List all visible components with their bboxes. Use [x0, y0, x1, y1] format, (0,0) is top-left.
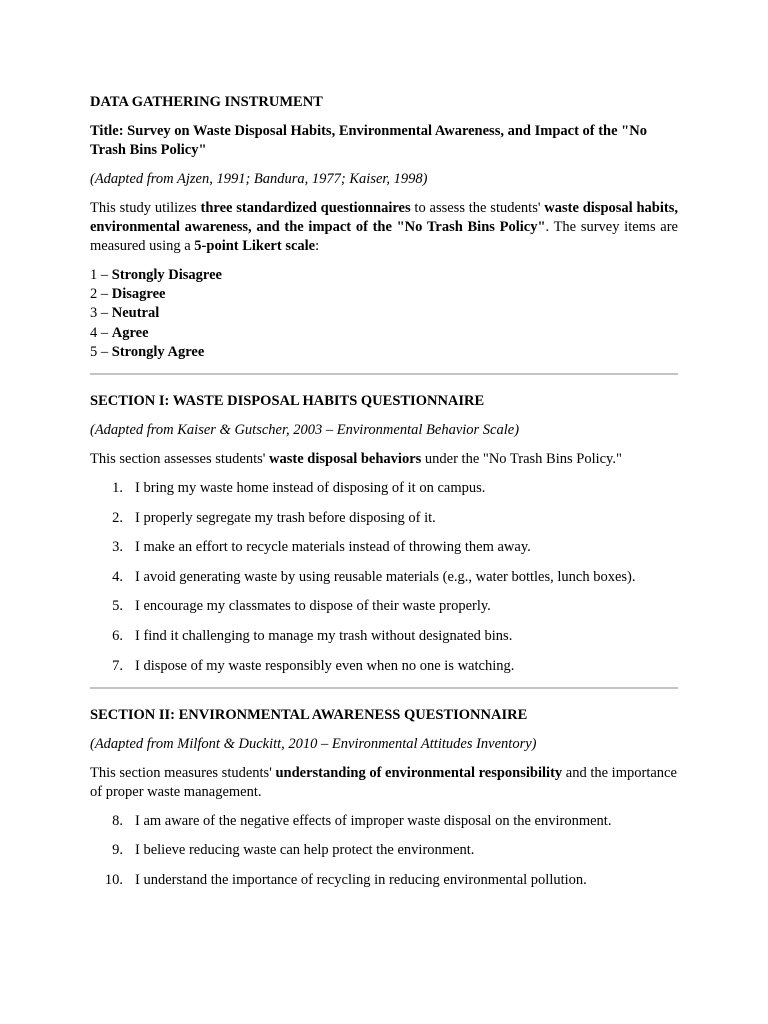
question-item: [90, 812, 678, 831]
likert-label: Strongly Disagree: [111, 267, 222, 283]
section-2-desc-text-1: This section measures students': [90, 764, 276, 781]
section-1-title: SECTION I: WASTE DISPOSAL HABITS QUESTIONNAIRE: [90, 393, 485, 410]
likert-item: 1 – Strongly Disagree: [90, 267, 222, 283]
section-2-citation: (Adapted from Milfont & Duckitt, 2010 – Environmental Attitudes Inventory): [90, 735, 537, 752]
section-1-items: [90, 479, 678, 676]
question-item: [90, 538, 678, 557]
question-number: 8.: [112, 812, 123, 829]
likert-label: Strongly Agree: [111, 343, 205, 360]
question-text: I encourage my classmates to dispose of their waste properly.: [135, 598, 491, 615]
question-number: 9.: [112, 842, 123, 859]
question-text: I am aware of the negative effects of improper waste disposal on the environment.: [135, 812, 612, 829]
section-2-items: [90, 812, 678, 890]
question-text: I make an effort to recycle materials instead of throwing them away.: [135, 539, 531, 556]
section-1-desc-text-1: This section assesses students': [90, 451, 270, 468]
intro-bold-3: 5-point Likert scale: [194, 238, 316, 254]
intro-text-1: This study utilizes: [90, 200, 201, 216]
likert-label: Agree: [111, 324, 149, 341]
document-title: Title: Survey on Waste Disposal Habits, Environmental Awareness, and Impact of the "No Trash Bins Policy": [90, 123, 647, 158]
question-number: 2.: [112, 509, 123, 526]
intro-paragraph: [90, 199, 678, 256]
section-1-description: [90, 450, 678, 469]
likert-label: Neutral: [111, 305, 160, 322]
section-2-title: SECTION II: ENVIRONMENTAL AWARENESS QUESTIONNAIRE: [90, 706, 528, 723]
section-2-description: [90, 764, 678, 802]
likert-number: 1: [90, 267, 98, 283]
likert-scale-list: [90, 266, 678, 362]
question-number: 5.: [112, 598, 123, 615]
question-number: 7.: [112, 657, 123, 674]
likert-item: 2 – Disagree: [90, 286, 166, 303]
section-divider: [90, 373, 678, 375]
intro-text-2: to assess the students': [410, 200, 545, 216]
likert-number: 2: [90, 286, 98, 303]
likert-number: 3: [90, 305, 98, 322]
question-number: 4.: [112, 568, 123, 585]
question-number: 3.: [112, 539, 123, 556]
question-text: I bring my waste home instead of disposing of it on campus.: [135, 480, 486, 497]
question-item: [90, 841, 678, 860]
question-text: I believe reducing waste can help protect the environment.: [135, 842, 475, 859]
question-text: I properly segregate my trash before disposing of it.: [135, 509, 436, 526]
question-text: I understand the importance of recycling in reducing environmental pollution.: [135, 871, 587, 888]
section-2-desc-bold: understanding of environmental responsibility: [275, 764, 563, 781]
document-heading: DATA GATHERING INSTRUMENT: [90, 94, 323, 110]
question-item: [90, 597, 678, 616]
likert-label: Disagree: [111, 286, 166, 303]
intro-bold-2: waste disposal habits, environmental awareness, and the impact of the "No Trash Bins Policy": [90, 200, 678, 235]
adapted-citation: (Adapted from Ajzen, 1991; Bandura, 1977; Kaiser, 1998): [90, 171, 428, 187]
question-item: [90, 627, 678, 646]
likert-number: 4: [90, 324, 98, 341]
document-content: [90, 93, 678, 900]
section-1-desc-text-2: under the "No Trash Bins Policy.": [421, 451, 622, 468]
question-text: I dispose of my waste responsibly even when no one is watching.: [135, 657, 515, 674]
question-item: [90, 509, 678, 528]
section-1-citation: (Adapted from Kaiser & Gutscher, 2003 – Environmental Behavior Scale): [90, 422, 520, 439]
question-number: 10.: [104, 871, 123, 888]
intro-bold-1: three standardized questionnaires: [200, 200, 411, 216]
question-item: [90, 568, 678, 587]
question-number: 6.: [112, 627, 123, 644]
likert-item: 5 – Strongly Agree: [90, 343, 205, 360]
question-item: [90, 871, 678, 890]
question-number: 1.: [112, 480, 123, 497]
section-1-desc-bold: waste disposal behaviors: [269, 451, 422, 468]
intro-text-3: . The survey items are measured using a: [90, 219, 678, 254]
likert-number: 5: [90, 343, 98, 360]
likert-item: 4 – Agree: [90, 324, 149, 341]
question-text: I avoid generating waste by using reusable materials (e.g., water bottles, lunch boxes).: [135, 568, 636, 585]
question-item: [90, 479, 678, 498]
likert-item: 3 – Neutral: [90, 305, 160, 322]
question-item: [90, 657, 678, 676]
intro-text-4: :: [315, 238, 320, 254]
question-text: I find it challenging to manage my trash without designated bins.: [135, 627, 513, 644]
section-2-desc-text-2: and the importance of proper waste management.: [90, 764, 677, 800]
section-divider: [90, 687, 678, 689]
